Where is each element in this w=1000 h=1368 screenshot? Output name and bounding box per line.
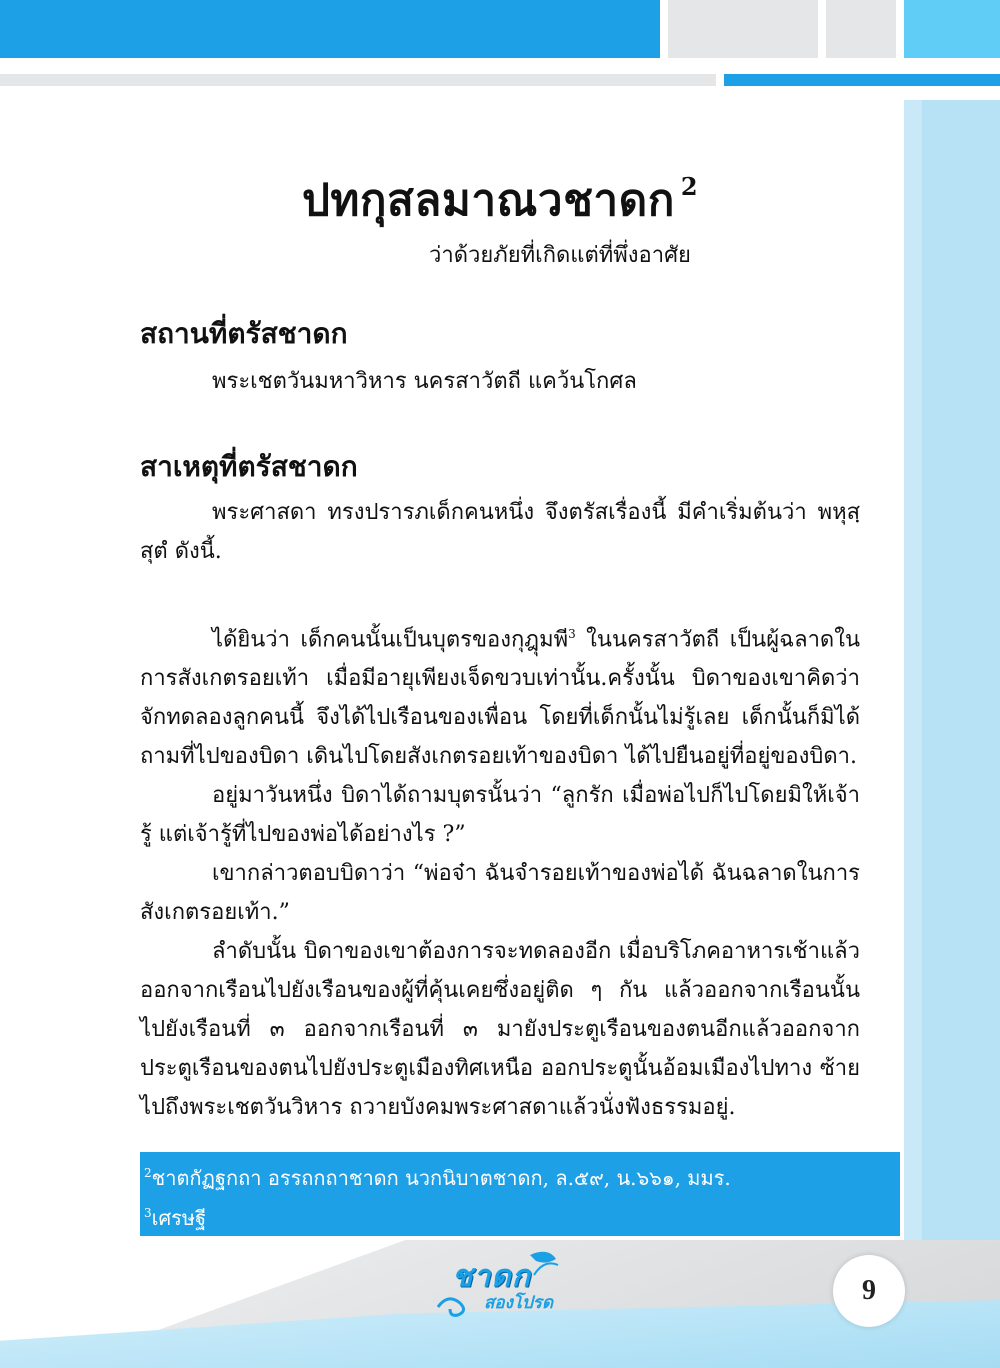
- header-rule-blue: [724, 74, 1000, 86]
- story-p1-start: ได้ยินว่า เด็กคนนั้นเป็นบุตรของกุฎุมพี: [212, 627, 569, 653]
- footnote-ref-3: 3: [568, 627, 576, 641]
- header-band-grey-small: [826, 0, 896, 58]
- side-stripe-inner: [922, 100, 1000, 1368]
- section-heading-location: สถานที่ตรัสชาดก: [140, 317, 348, 350]
- header-band-grey: [668, 0, 818, 58]
- footnote-3-mark: 3: [144, 1206, 152, 1220]
- section-heading-cause: สาเหตุที่ตรัสชาดก: [140, 450, 358, 483]
- footnote-2-text: ชาตกัฏฐกถา อรรถกถาชาดก นวกนิบาตชาดก, ล.๕๙, น.๖๖๑, มมร.: [151, 1166, 731, 1190]
- footnotes-box: [140, 1152, 900, 1236]
- title-text: ปทกุสลมาณวชาดก: [301, 175, 675, 226]
- story-p1-rest: ในนครสาวัตถี เป็นผู้ฉลาดในการสังเกตรอยเท้า เมื่อมีอายุเพียงเจ็ดขวบเท่านั้น.ครั้งนั้น บิดาของเขาคิดว่า จักทดลองลูกคนนี้ จึงได้ไปเรือนของเพื่อน โดยที่เด็กนั้นไม่รู้เลย เด็กนั้นก็มิได้ถามที่ไปของบิดา เดินไปโดยสังเกตรอยเท้าของบิดา ได้ไปยืนอยู่ที่อยู่ของบิดา.: [140, 627, 860, 770]
- cause-text: พระศาสดา ทรงปรารภเด็กคนหนึ่ง จึงตรัสเรื่องนี้ มีคำเริ่มต้นว่า พหุสฺสุตํ ดังนี้.: [140, 500, 860, 564]
- header-rule-grey: [0, 74, 716, 86]
- story-paragraph-2: อยู่มาวันหนึ่ง บิดาได้ถามบุตรนั้นว่า “ลูกรัก เมื่อพ่อไปก็ไปโดยมิให้เจ้ารู้ แต่เจ้ารู้ที่ไปของพ่อได้อย่างไร ?”: [140, 783, 860, 848]
- page-content: [140, 165, 860, 1127]
- header-band-blue: [0, 0, 660, 58]
- header-band-light-blue: [904, 0, 1000, 58]
- footnote-2-mark: 2: [144, 1166, 152, 1180]
- logo-subtitle: สองโปรด: [484, 1293, 553, 1313]
- page-subtitle: ว่าด้วยภัยที่เกิดแต่ที่พึ่งอาศัย: [429, 243, 691, 268]
- story-paragraph-3: เขากล่าวตอบบิดาว่า “พ่อจ๋า ฉันจำรอยเท้าของพ่อได้ ฉันฉลาดในการสังเกตรอยเท้า.”: [140, 861, 860, 926]
- story-paragraph-1: [140, 615, 860, 776]
- footnote-2: [144, 1162, 731, 1194]
- footnote-3-text: เศรษฐี: [151, 1206, 207, 1230]
- title-footnote-ref: 2: [680, 172, 699, 201]
- page-title: [140, 165, 860, 235]
- location-text: พระเชตวันมหาวิหาร นครสาวัตถี แคว้นโกศล: [212, 369, 637, 394]
- page-number: 9: [833, 1255, 905, 1327]
- story-paragraph-4: ลำดับนั้น บิดาของเขาต้องการจะทดลองอีก เมื่อบริโภคอาหารเช้าแล้ว ออกจากเรือนไปยังเรือนของผู้ที่คุ้นเคยซึ่งอยู่ติด ๆ กัน แล้วออกจากเรือนนั้น ไปยังเรือนที่ ๓ ออกจากเรือนที่ ๓ มายังประตูเรือนของตนอีกแล้วออกจาก ประตูเรือนของตนไปยังประตูเมืองทิศเหนือ ออกประตูนั้นอ้อมเมืองไปทาง ซ้าย ไปถึงพระเชตวันวิหาร ถวายบังคมพระศาสดาแล้วนั่งฟังธรรมอยู่.: [140, 939, 860, 1121]
- book-logo: [430, 1245, 570, 1325]
- logo-title: ชาดก: [452, 1259, 531, 1294]
- footnote-3: [144, 1202, 206, 1234]
